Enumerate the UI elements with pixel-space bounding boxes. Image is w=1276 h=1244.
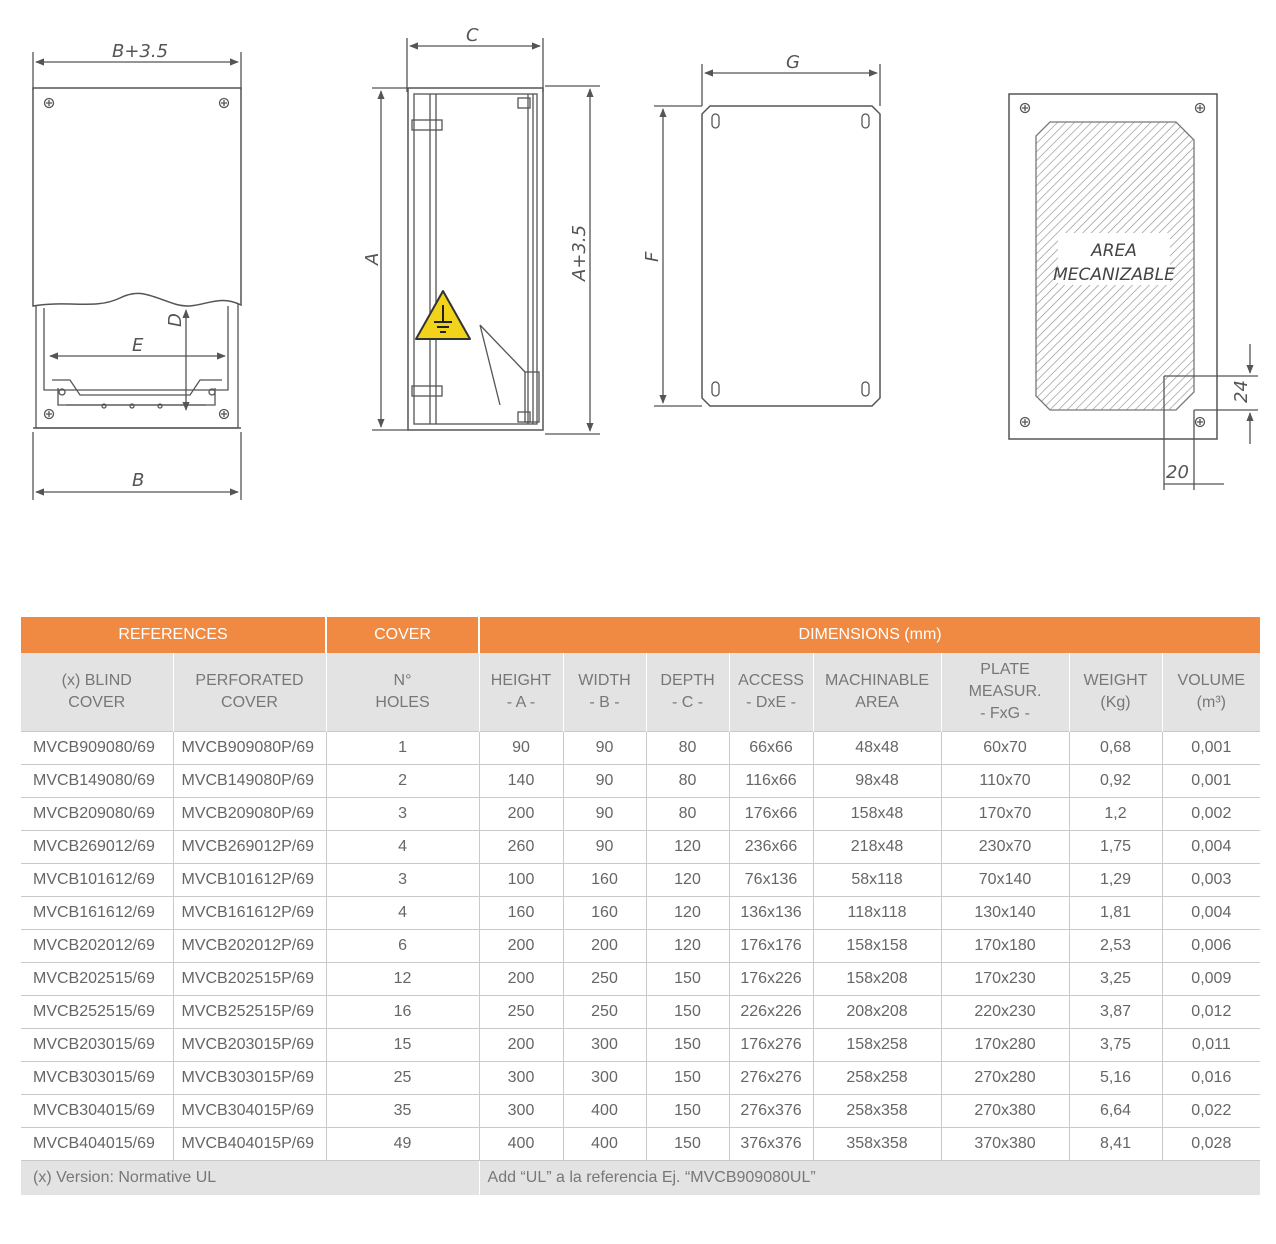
column-header-width [563, 653, 646, 732]
table-row [21, 1062, 1260, 1095]
cell-height: 260 [479, 831, 563, 864]
cell-perforated-cover: MVCB404015P/69 [173, 1128, 326, 1161]
column-header-line: - C - [671, 694, 704, 711]
cell-holes: 25 [326, 1062, 479, 1095]
cell-access: 376x376 [729, 1128, 813, 1161]
cell-weight: 3,87 [1069, 996, 1162, 1029]
footer-note-ul-reference: Add “UL” a la referencia Ej. “MVCB909080UL” [479, 1161, 1260, 1196]
header-cover: COVER [326, 617, 479, 653]
cell-height: 140 [479, 765, 563, 798]
dim-label-a: A [362, 252, 383, 265]
dim-label-d: D [165, 313, 186, 327]
cell-depth: 150 [646, 1029, 729, 1062]
cell-plate-measur: 270x380 [941, 1095, 1069, 1128]
table-row [21, 864, 1260, 897]
column-header-line: - FxG - [980, 705, 1030, 722]
cell-weight: 1,81 [1069, 897, 1162, 930]
cell-volume: 0,011 [1162, 1029, 1260, 1062]
cell-machinable-area: 158x258 [813, 1029, 941, 1062]
cell-perforated-cover: MVCB909080P/69 [173, 732, 326, 765]
cell-weight: 8,41 [1069, 1128, 1162, 1161]
cell-height: 300 [479, 1062, 563, 1095]
table-row [21, 930, 1260, 963]
cell-width: 90 [563, 831, 646, 864]
table-row [21, 1128, 1260, 1161]
side-view-drawing [372, 38, 600, 434]
column-header-line: - A - [506, 694, 536, 711]
header-references: REFERENCES [21, 617, 326, 653]
cell-holes: 3 [326, 864, 479, 897]
cell-volume: 0,006 [1162, 930, 1260, 963]
cell-plate-measur: 170x70 [941, 798, 1069, 831]
column-header-line: - DxE - [746, 694, 796, 711]
cell-blind-cover: MVCB161612/69 [21, 897, 173, 930]
cell-weight: 0,68 [1069, 732, 1162, 765]
column-header-access [729, 653, 813, 732]
column-header-line: WIDTH [578, 672, 631, 689]
dim-label-a-plus: A+3.5 [569, 224, 590, 281]
cell-perforated-cover: MVCB149080P/69 [173, 765, 326, 798]
cell-machinable-area: 208x208 [813, 996, 941, 1029]
cell-width: 400 [563, 1128, 646, 1161]
column-header-volume [1162, 653, 1260, 732]
footer-note-ul-version: (x) Version: Normative UL [21, 1161, 479, 1196]
cell-plate-measur: 170x230 [941, 963, 1069, 996]
cell-holes: 4 [326, 831, 479, 864]
cell-access: 276x276 [729, 1062, 813, 1095]
cell-width: 160 [563, 897, 646, 930]
cell-depth: 150 [646, 1062, 729, 1095]
dim-label-20: 20 [1166, 462, 1189, 483]
cell-machinable-area: 218x48 [813, 831, 941, 864]
cell-holes: 15 [326, 1029, 479, 1062]
cell-weight: 2,53 [1069, 930, 1162, 963]
cell-blind-cover: MVCB269012/69 [21, 831, 173, 864]
cell-access: 176x226 [729, 963, 813, 996]
column-header-line: COVER [221, 694, 278, 711]
cell-width: 300 [563, 1062, 646, 1095]
cell-volume: 0,009 [1162, 963, 1260, 996]
column-header-line: AREA [855, 694, 899, 711]
table-row [21, 798, 1260, 831]
cell-plate-measur: 170x180 [941, 930, 1069, 963]
cell-depth: 150 [646, 996, 729, 1029]
cell-blind-cover: MVCB101612/69 [21, 864, 173, 897]
cell-height: 100 [479, 864, 563, 897]
header-dimensions: DIMENSIONS (mm) [479, 617, 1260, 653]
cell-volume: 0,001 [1162, 732, 1260, 765]
column-header-line: HEIGHT [490, 672, 552, 689]
cell-width: 250 [563, 963, 646, 996]
machinable-area-drawing [1009, 94, 1258, 490]
cell-depth: 80 [646, 765, 729, 798]
cell-plate-measur: 230x70 [941, 831, 1069, 864]
cell-access: 76x136 [729, 864, 813, 897]
cell-plate-measur: 170x280 [941, 1029, 1069, 1062]
cell-width: 160 [563, 864, 646, 897]
column-header-line: DEPTH [660, 672, 715, 689]
cell-access: 176x66 [729, 798, 813, 831]
cell-perforated-cover: MVCB101612P/69 [173, 864, 326, 897]
cell-width: 90 [563, 732, 646, 765]
cell-holes: 35 [326, 1095, 479, 1128]
cell-width: 250 [563, 996, 646, 1029]
cell-weight: 3,25 [1069, 963, 1162, 996]
cell-blind-cover: MVCB303015/69 [21, 1062, 173, 1095]
cell-volume: 0,004 [1162, 897, 1260, 930]
cell-perforated-cover: MVCB161612P/69 [173, 897, 326, 930]
cell-holes: 1 [326, 732, 479, 765]
cell-machinable-area: 48x48 [813, 732, 941, 765]
cell-height: 160 [479, 897, 563, 930]
table-row [21, 1095, 1260, 1128]
column-header-line: MACHINABLE [825, 672, 930, 689]
cell-perforated-cover: MVCB202012P/69 [173, 930, 326, 963]
cell-volume: 0,001 [1162, 765, 1260, 798]
group-header-row [21, 617, 1260, 653]
cell-plate-measur: 270x280 [941, 1062, 1069, 1095]
cell-perforated-cover: MVCB303015P/69 [173, 1062, 326, 1095]
cell-width: 90 [563, 765, 646, 798]
cell-plate-measur: 70x140 [941, 864, 1069, 897]
cell-volume: 0,004 [1162, 831, 1260, 864]
cell-machinable-area: 358x358 [813, 1128, 941, 1161]
cell-width: 90 [563, 798, 646, 831]
cell-perforated-cover: MVCB209080P/69 [173, 798, 326, 831]
cell-blind-cover: MVCB252515/69 [21, 996, 173, 1029]
cell-weight: 1,29 [1069, 864, 1162, 897]
cell-height: 400 [479, 1128, 563, 1161]
cell-blind-cover: MVCB149080/69 [21, 765, 173, 798]
cell-holes: 12 [326, 963, 479, 996]
front-view-drawing [33, 52, 241, 500]
column-header-depth [646, 653, 729, 732]
table-body [21, 732, 1260, 1161]
cell-holes: 4 [326, 897, 479, 930]
cell-holes: 6 [326, 930, 479, 963]
mounting-plate-drawing [654, 64, 880, 406]
column-header-line: - B - [589, 694, 620, 711]
dim-label-b-plus: B+3.5 [112, 41, 169, 62]
cell-perforated-cover: MVCB252515P/69 [173, 996, 326, 1029]
cell-weight: 1,75 [1069, 831, 1162, 864]
cell-holes: 49 [326, 1128, 479, 1161]
cell-height: 90 [479, 732, 563, 765]
column-header-line: (Kg) [1100, 694, 1131, 711]
footer-row [21, 1161, 1260, 1196]
cell-volume: 0,003 [1162, 864, 1260, 897]
dim-label-24: 24 [1231, 380, 1252, 403]
cell-depth: 120 [646, 864, 729, 897]
cell-height: 250 [479, 996, 563, 1029]
cell-access: 176x276 [729, 1029, 813, 1062]
cell-machinable-area: 158x48 [813, 798, 941, 831]
cell-plate-measur: 60x70 [941, 732, 1069, 765]
cell-blind-cover: MVCB202515/69 [21, 963, 173, 996]
column-header-line: (m³) [1196, 694, 1226, 711]
cell-perforated-cover: MVCB304015P/69 [173, 1095, 326, 1128]
column-header-machinable-area [813, 653, 941, 732]
earth-warning-icon [416, 291, 470, 339]
cell-depth: 80 [646, 732, 729, 765]
cell-blind-cover: MVCB304015/69 [21, 1095, 173, 1128]
cell-machinable-area: 118x118 [813, 897, 941, 930]
cell-weight: 3,75 [1069, 1029, 1162, 1062]
cell-depth: 150 [646, 1095, 729, 1128]
cell-width: 200 [563, 930, 646, 963]
column-header-line: COVER [68, 694, 126, 711]
column-header-holes [326, 653, 479, 732]
column-header-perforated-cover [173, 653, 326, 732]
cell-height: 200 [479, 798, 563, 831]
drawings-svg [0, 0, 1276, 560]
cell-width: 400 [563, 1095, 646, 1128]
column-header-plate-measur [941, 653, 1069, 732]
cell-holes: 2 [326, 765, 479, 798]
column-header-line: VOLUME [1177, 672, 1246, 689]
column-header-line: (x) BLIND [61, 672, 132, 689]
cell-plate-measur: 220x230 [941, 996, 1069, 1029]
cell-weight: 6,64 [1069, 1095, 1162, 1128]
table-row [21, 963, 1260, 996]
area-label-line1: AREA [1091, 241, 1137, 261]
table-row [21, 996, 1260, 1029]
table-row [21, 765, 1260, 798]
cell-depth: 120 [646, 831, 729, 864]
cell-height: 200 [479, 1029, 563, 1062]
cell-access: 226x226 [729, 996, 813, 1029]
cell-machinable-area: 98x48 [813, 765, 941, 798]
cell-access: 116x66 [729, 765, 813, 798]
cell-volume: 0,028 [1162, 1128, 1260, 1161]
cell-height: 200 [479, 963, 563, 996]
cell-perforated-cover: MVCB269012P/69 [173, 831, 326, 864]
dim-label-b: B [132, 470, 145, 491]
column-header-line: N° [393, 672, 412, 689]
cell-volume: 0,016 [1162, 1062, 1260, 1095]
dim-label-g: G [786, 52, 800, 73]
dim-label-c: C [466, 25, 479, 46]
cell-blind-cover: MVCB209080/69 [21, 798, 173, 831]
cell-blind-cover: MVCB203015/69 [21, 1029, 173, 1062]
cell-weight: 0,92 [1069, 765, 1162, 798]
column-header-line: PLATE [980, 661, 1030, 678]
column-header-line: MEASUR. [968, 683, 1042, 700]
table-row [21, 831, 1260, 864]
specifications-table [21, 617, 1260, 1195]
cell-plate-measur: 110x70 [941, 765, 1069, 798]
column-header-line: HOLES [375, 694, 430, 711]
cell-depth: 150 [646, 1128, 729, 1161]
column-header-line: ACCESS [738, 672, 804, 689]
cell-width: 300 [563, 1029, 646, 1062]
cell-access: 176x176 [729, 930, 813, 963]
cell-volume: 0,022 [1162, 1095, 1260, 1128]
cell-holes: 16 [326, 996, 479, 1029]
cell-depth: 120 [646, 930, 729, 963]
table-row [21, 732, 1260, 765]
column-header-blind-cover [21, 653, 173, 732]
dim-label-e: E [132, 335, 144, 356]
cell-access: 276x376 [729, 1095, 813, 1128]
cell-plate-measur: 130x140 [941, 897, 1069, 930]
technical-drawings [0, 0, 1276, 560]
column-header-row [21, 653, 1260, 732]
area-label-line2: MECANIZABLE [1053, 265, 1175, 285]
cell-blind-cover: MVCB202012/69 [21, 930, 173, 963]
table-row [21, 897, 1260, 930]
cell-weight: 5,16 [1069, 1062, 1162, 1095]
cell-access: 66x66 [729, 732, 813, 765]
cell-depth: 120 [646, 897, 729, 930]
dim-label-f: F [642, 251, 663, 262]
cell-depth: 80 [646, 798, 729, 831]
cell-machinable-area: 158x208 [813, 963, 941, 996]
column-header-line: WEIGHT [1083, 672, 1148, 689]
cell-volume: 0,002 [1162, 798, 1260, 831]
cell-height: 300 [479, 1095, 563, 1128]
cell-volume: 0,012 [1162, 996, 1260, 1029]
cell-weight: 1,2 [1069, 798, 1162, 831]
cell-depth: 150 [646, 963, 729, 996]
cell-machinable-area: 258x258 [813, 1062, 941, 1095]
column-header-weight [1069, 653, 1162, 732]
cell-perforated-cover: MVCB203015P/69 [173, 1029, 326, 1062]
column-header-height [479, 653, 563, 732]
table-row [21, 1029, 1260, 1062]
column-header-line: PERFORATED [195, 672, 304, 689]
cell-access: 236x66 [729, 831, 813, 864]
cell-height: 200 [479, 930, 563, 963]
cell-blind-cover: MVCB404015/69 [21, 1128, 173, 1161]
cell-machinable-area: 258x358 [813, 1095, 941, 1128]
cell-access: 136x136 [729, 897, 813, 930]
cell-machinable-area: 58x118 [813, 864, 941, 897]
cell-holes: 3 [326, 798, 479, 831]
cell-plate-measur: 370x380 [941, 1128, 1069, 1161]
cell-machinable-area: 158x158 [813, 930, 941, 963]
cell-blind-cover: MVCB909080/69 [21, 732, 173, 765]
cell-perforated-cover: MVCB202515P/69 [173, 963, 326, 996]
